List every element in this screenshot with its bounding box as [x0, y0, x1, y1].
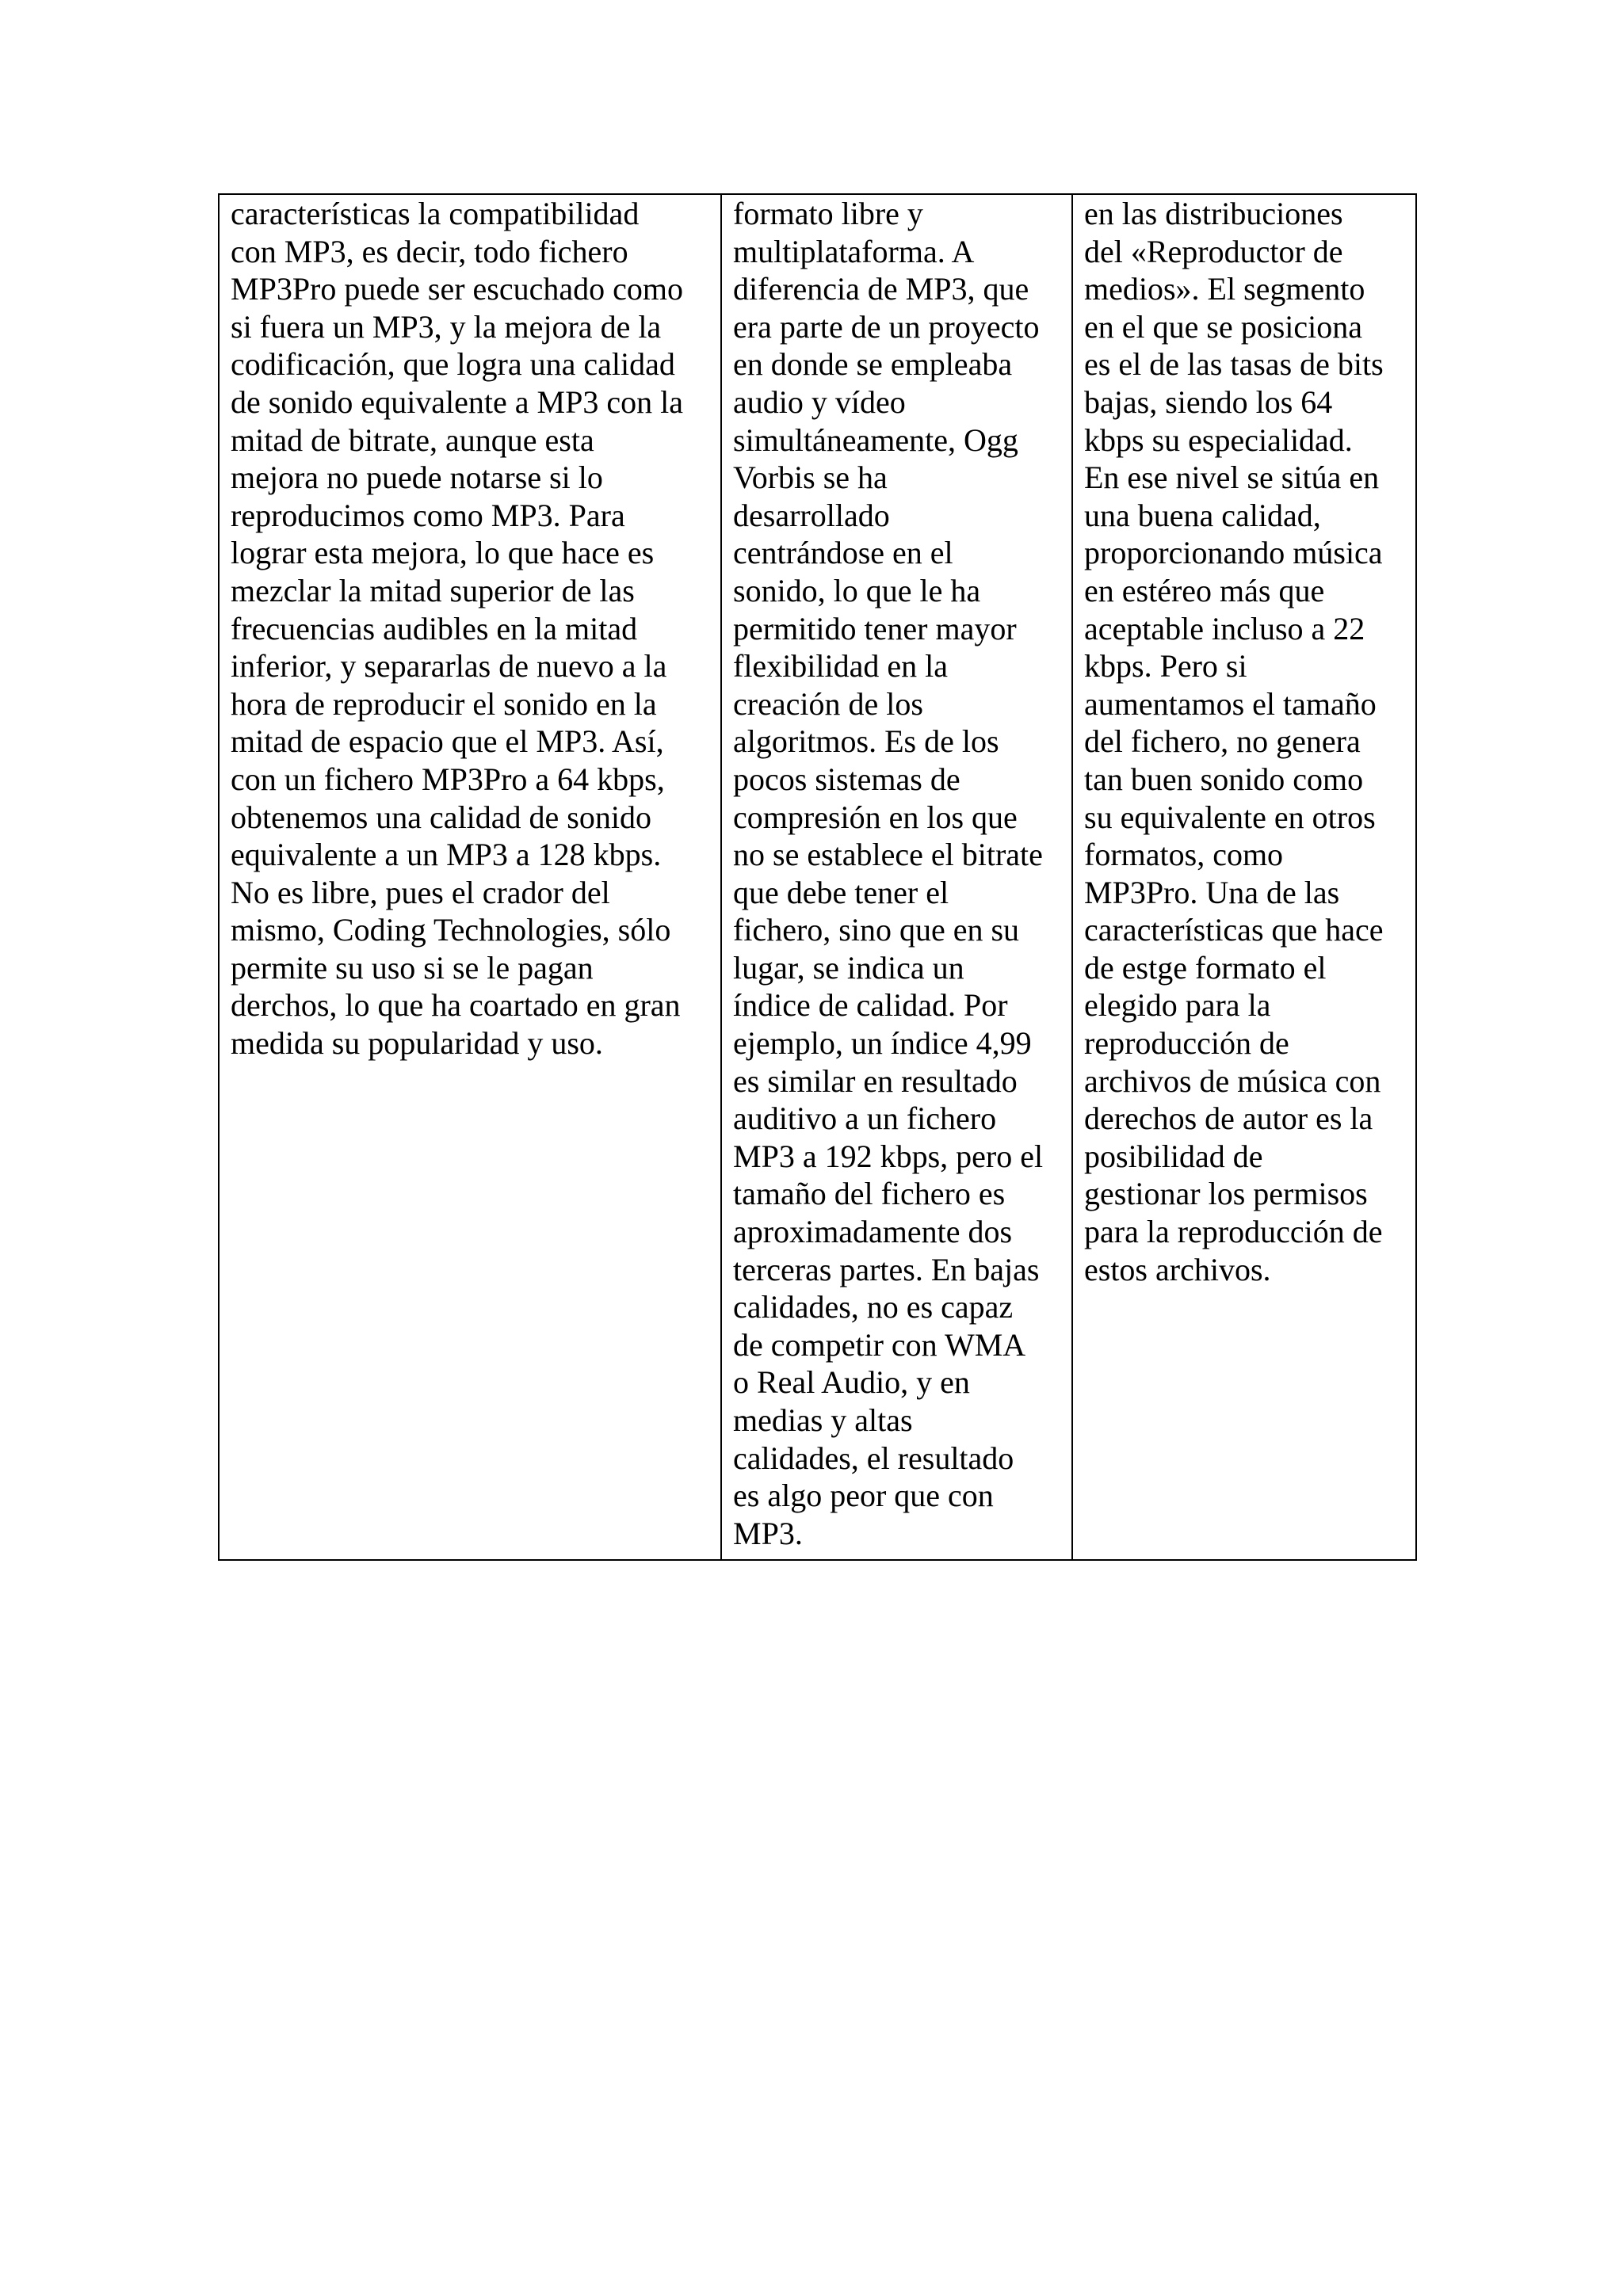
text-line: medida su popularidad y uso. — [231, 1025, 603, 1062]
text-line: flexibilidad en la — [733, 648, 949, 685]
text-line: no se establece el bitrate — [733, 837, 1043, 873]
text-line: en estéreo más que — [1084, 572, 1325, 608]
text-line: con MP3, es decir, todo fichero — [231, 233, 628, 269]
text-line: kbps su especialidad. — [1084, 421, 1353, 458]
text-line: es similar en resultado — [733, 1062, 1018, 1099]
text-line: proporcionando música — [1084, 535, 1383, 571]
text-line: Vorbis se ha — [733, 460, 888, 496]
text-line: reproducimos como MP3. Para — [231, 497, 625, 533]
text-line: de sonido equivalente a MP3 con la — [231, 383, 683, 420]
text-line: fichero, sino que en su — [733, 912, 1020, 948]
text-line: reproducción de — [1084, 1025, 1289, 1062]
text-line: En ese nivel se sitúa en — [1084, 460, 1380, 496]
text-line: MP3Pro. Una de las — [1084, 874, 1340, 910]
text-line: aumentamos el tamaño — [1084, 685, 1377, 722]
text-line: de estge formato el — [1084, 949, 1327, 986]
text-line: pocos sistemas de — [733, 761, 960, 797]
text-line: del fichero, no genera — [1084, 723, 1361, 760]
text-line: terceras partes. En bajas — [733, 1251, 1040, 1287]
text-line: formatos, como — [1084, 837, 1284, 873]
text-line: en las distribuciones — [1084, 196, 1343, 231]
text-line: obtenemos una calidad de sonido — [231, 799, 651, 835]
table-cell-ogg-vorbis — [721, 194, 1072, 1560]
text-line: ejemplo, un índice 4,99 — [733, 1025, 1032, 1062]
text-line: posibilidad de — [1084, 1138, 1263, 1174]
text-line: MP3. — [733, 1515, 803, 1551]
text-line: aceptable incluso a 22 — [1084, 610, 1365, 646]
text-line: calidades, el resultado — [733, 1440, 1014, 1476]
text-line: codificación, que logra una calidad — [231, 346, 675, 383]
text-line: diferencia de MP3, que — [733, 271, 1029, 307]
text-line: índice de calidad. Por — [733, 987, 1008, 1024]
text-line: tamaño del fichero es — [733, 1176, 1006, 1212]
text-line: de competir con WMA — [733, 1326, 1026, 1363]
cell-text — [733, 195, 1060, 1552]
text-line: es algo peor que con — [733, 1478, 994, 1514]
text-line: o Real Audio, y en — [733, 1364, 970, 1401]
text-line: formato libre y — [733, 196, 923, 231]
text-line: permite su uso si se le pagan — [231, 949, 594, 986]
text-line: elegido para la — [1084, 987, 1271, 1024]
text-line: algoritmos. Es de los — [733, 723, 999, 760]
text-line: lugar, se indica un — [733, 949, 964, 986]
comparison-table — [218, 193, 1417, 1561]
text-line: para la reproducción de — [1084, 1214, 1383, 1250]
text-line: tan buen sonido como — [1084, 761, 1364, 797]
text-line: aproximadamente dos — [733, 1214, 1013, 1250]
text-line: desarrollado — [733, 497, 890, 533]
text-line: medias y altas — [733, 1402, 913, 1438]
text-line: equivalente a un MP3 a 128 kbps. — [231, 837, 662, 873]
text-line: creación de los — [733, 685, 923, 722]
text-line: hora de reproducir el sonido en la — [231, 685, 657, 722]
text-line: inferior, y separarlas de nuevo a la — [231, 648, 667, 685]
text-line: su equivalente en otros — [1084, 799, 1376, 835]
text-line: medios». El segmento — [1084, 271, 1365, 307]
text-line: estos archivos. — [1084, 1251, 1271, 1287]
table-cell-mp3pro — [219, 194, 721, 1560]
text-line: es el de las tasas de bits — [1084, 346, 1384, 383]
text-line: auditivo a un fichero — [733, 1100, 997, 1137]
text-line: MP3 a 192 kbps, pero el — [733, 1138, 1044, 1174]
cell-text — [231, 195, 709, 1062]
text-line: frecuencias audibles en la mitad — [231, 610, 638, 646]
text-line: archivos de música con — [1084, 1062, 1381, 1099]
text-line: con un fichero MP3Pro a 64 kbps, — [231, 761, 665, 797]
text-line: kbps. Pero si — [1084, 648, 1247, 685]
text-line: compresión en los que — [733, 799, 1018, 835]
text-line: gestionar los permisos — [1084, 1176, 1368, 1212]
text-line: en el que se posiciona — [1084, 308, 1362, 345]
text-line: derechos de autor es la — [1084, 1100, 1373, 1137]
text-line: No es libre, pues el crador del — [231, 874, 610, 910]
text-line: en donde se empleaba — [733, 346, 1013, 383]
text-line: mejora no puede notarse si lo — [231, 460, 603, 496]
text-line: lograr esta mejora, lo que hace es — [231, 535, 655, 571]
text-line: mezclar la mitad superior de las — [231, 572, 635, 608]
text-line: sonido, lo que le ha — [733, 572, 981, 608]
text-line: mismo, Coding Technologies, sólo — [231, 912, 671, 948]
text-line: mitad de espacio que el MP3. Así, — [231, 723, 664, 760]
text-line: características la compatibilidad — [231, 196, 640, 231]
text-line: centrándose en el — [733, 535, 953, 571]
text-line: características que hace — [1084, 912, 1384, 948]
text-line: multiplataforma. A — [733, 233, 975, 269]
text-line: permitido tener mayor — [733, 610, 1017, 646]
text-line: calidades, no es capaz — [733, 1289, 1014, 1325]
text-line: bajas, siendo los 64 — [1084, 383, 1333, 420]
text-line: simultáneamente, Ogg — [733, 421, 1018, 458]
table-cell-wma — [1072, 194, 1416, 1560]
text-line: que debe tener el — [733, 874, 949, 910]
text-line: era parte de un proyecto — [733, 308, 1040, 345]
text-line: MP3Pro puede ser escuchado como — [231, 271, 683, 307]
text-line: una buena calidad, — [1084, 497, 1321, 533]
text-line: del «Reproductor de — [1084, 233, 1343, 269]
text-line: audio y vídeo — [733, 383, 906, 420]
text-line: si fuera un MP3, y la mejora de la — [231, 308, 662, 345]
text-line: derchos, lo que ha coartado en gran — [231, 987, 681, 1024]
table-row — [219, 194, 1416, 1560]
cell-text — [1084, 195, 1404, 1288]
text-line: mitad de bitrate, aunque esta — [231, 421, 594, 458]
